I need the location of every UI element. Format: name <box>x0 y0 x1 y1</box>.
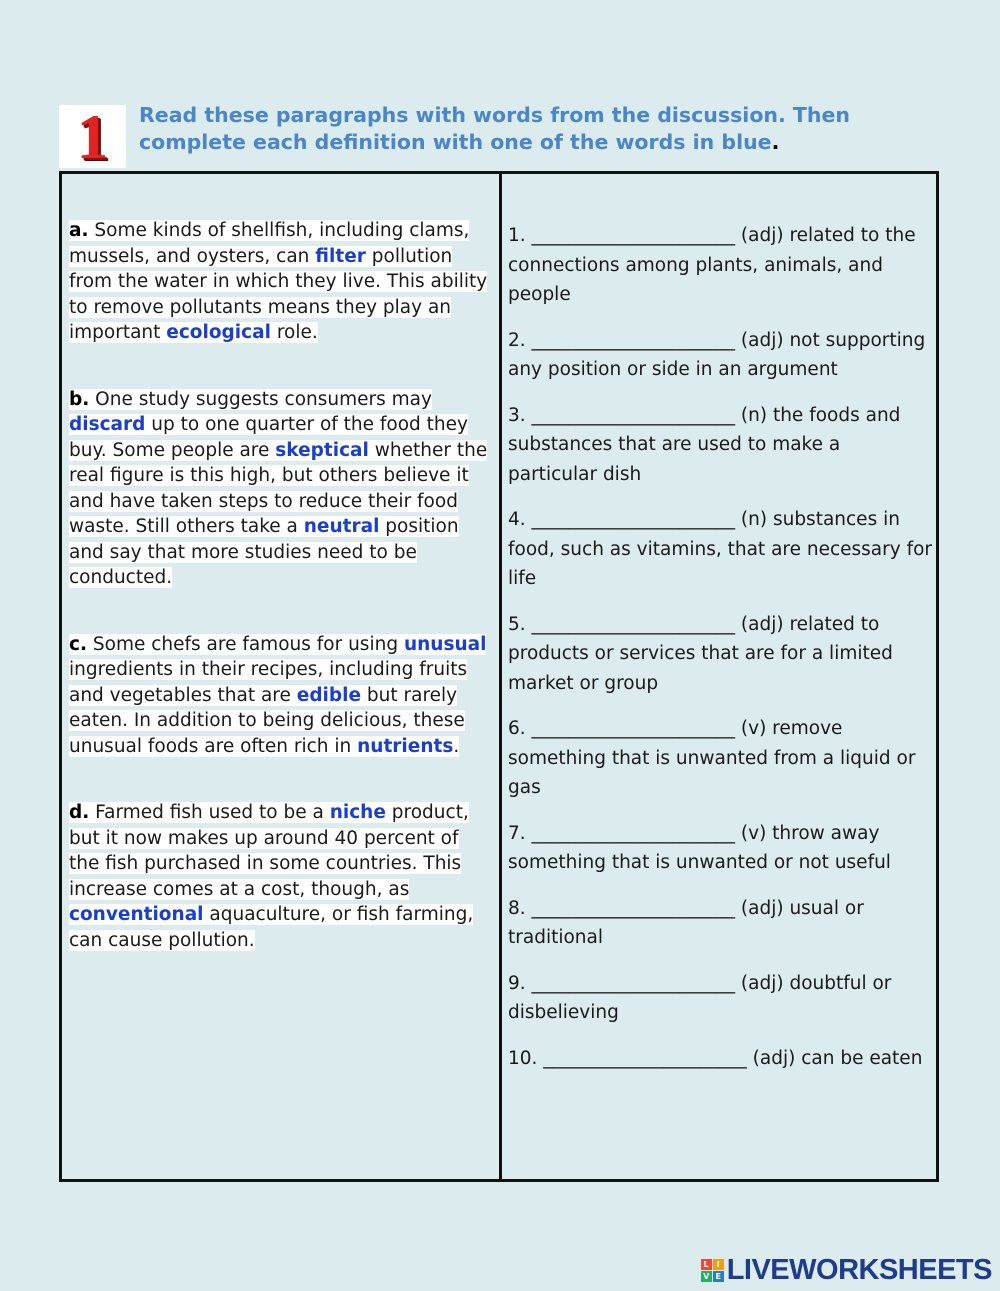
definition-item: 4. ______________________ (n) substances in food, such as vitamins, that are necessary for life <box>508 509 933 589</box>
keyword: neutral <box>303 516 380 537</box>
paragraph-text: position and say that more studies need to be conducted. <box>69 516 459 588</box>
exercise-table <box>59 171 939 1182</box>
definition-item: 6. ______________________ (v) remove something that is unwanted from a liquid or gas <box>508 718 916 798</box>
keyword: filter <box>315 245 366 267</box>
keyword: conventional <box>69 904 204 925</box>
keyword: nutrients <box>357 735 454 757</box>
column-divider <box>499 174 502 1179</box>
definition-item: 1. ______________________ (adj) related to the connections among plants, animals, and people <box>508 225 916 305</box>
definitions-column <box>508 221 933 1089</box>
paragraph-letter: c. <box>69 633 87 655</box>
paragraph-c <box>69 632 494 760</box>
paragraph-text: Farmed fish used to be a <box>89 802 330 823</box>
paragraph-text: ingredients in their recipes, including fruits and vegetables that are <box>69 659 468 706</box>
instructions <box>139 102 939 156</box>
paragraph-d <box>69 800 494 953</box>
definition-item: 8. ______________________ (adj) usual or traditional <box>508 897 864 948</box>
keyword: ecological <box>166 322 271 343</box>
definition-item: 2. ______________________ (adj) not supporting any position or side in an argument <box>508 329 926 380</box>
paragraph-text: product, but it now makes up around 40 percent of the fish purchased in some countries. This increase comes at a cost, though, as <box>69 802 469 900</box>
paragraphs-column <box>69 218 494 994</box>
keyword: discard <box>69 414 146 435</box>
logo-blocks-icon <box>701 1259 724 1282</box>
exercise-number: 1 <box>76 100 109 172</box>
paragraph-b <box>69 387 494 591</box>
definition-item: 3. ______________________ (n) the foods and substances that are used to make a particular dish <box>508 404 901 485</box>
paragraph-letter: a. <box>69 220 89 241</box>
keyword: edible <box>296 684 362 706</box>
logo-block: E <box>713 1271 724 1282</box>
keyword: niche <box>329 802 386 823</box>
paragraph-text: pollution from the water in which they live. This ability to remove pollutants means they play an important <box>69 245 488 343</box>
paragraph-a <box>69 218 494 346</box>
logo-block: L <box>701 1259 712 1270</box>
paragraph-text: whether the real figure is this high, but others believe it and have taken steps to reduce their food waste. Still others take a <box>69 439 488 537</box>
paragraph-text: up to one quarter of the food they buy. Some people are <box>69 414 468 461</box>
logo-block: V <box>701 1271 712 1282</box>
brand-name: LIVEWORKSHEETS <box>726 1254 992 1286</box>
paragraph-text: Some chefs are famous for using <box>87 633 404 655</box>
keyword: unusual <box>403 633 487 655</box>
paragraph-text: but rarely eaten. In addition to being delicious, these unusual foods are often rich in <box>69 684 465 757</box>
definition-item: 9. ______________________ (adj) doubtful or disbelieving <box>508 972 892 1023</box>
paragraph-text: aquaculture, or fish farming, can cause pollution. <box>69 904 474 951</box>
paragraph-text: role. <box>270 322 318 343</box>
definition-item: 7. ______________________ (v) throw away something that is unwanted or not useful <box>508 822 891 873</box>
logo-block: I <box>713 1259 724 1270</box>
definition-item: 10. ______________________ (adj) can be eaten <box>508 1047 923 1069</box>
paragraph-letter: b. <box>69 388 90 410</box>
liveworksheets-logo[interactable] <box>701 1254 992 1287</box>
paragraph-letter: d. <box>69 802 90 823</box>
keyword: skeptical <box>275 439 369 461</box>
definition-item: 5. ______________________ (adj) related to products or services that are for a limited market or group <box>508 613 893 694</box>
exercise-number-badge <box>59 100 126 172</box>
instructions-period: . <box>771 130 780 154</box>
paragraph-text: . <box>453 735 460 757</box>
paragraph-text: One study suggests consumers may <box>89 388 432 410</box>
paragraph-text: Some kinds of shellfish, including clams, mussels, and oysters, can <box>69 220 470 267</box>
instructions-text: Read these paragraphs with words from the discussion. Then complete each definition with one of the words in blue <box>139 103 850 154</box>
